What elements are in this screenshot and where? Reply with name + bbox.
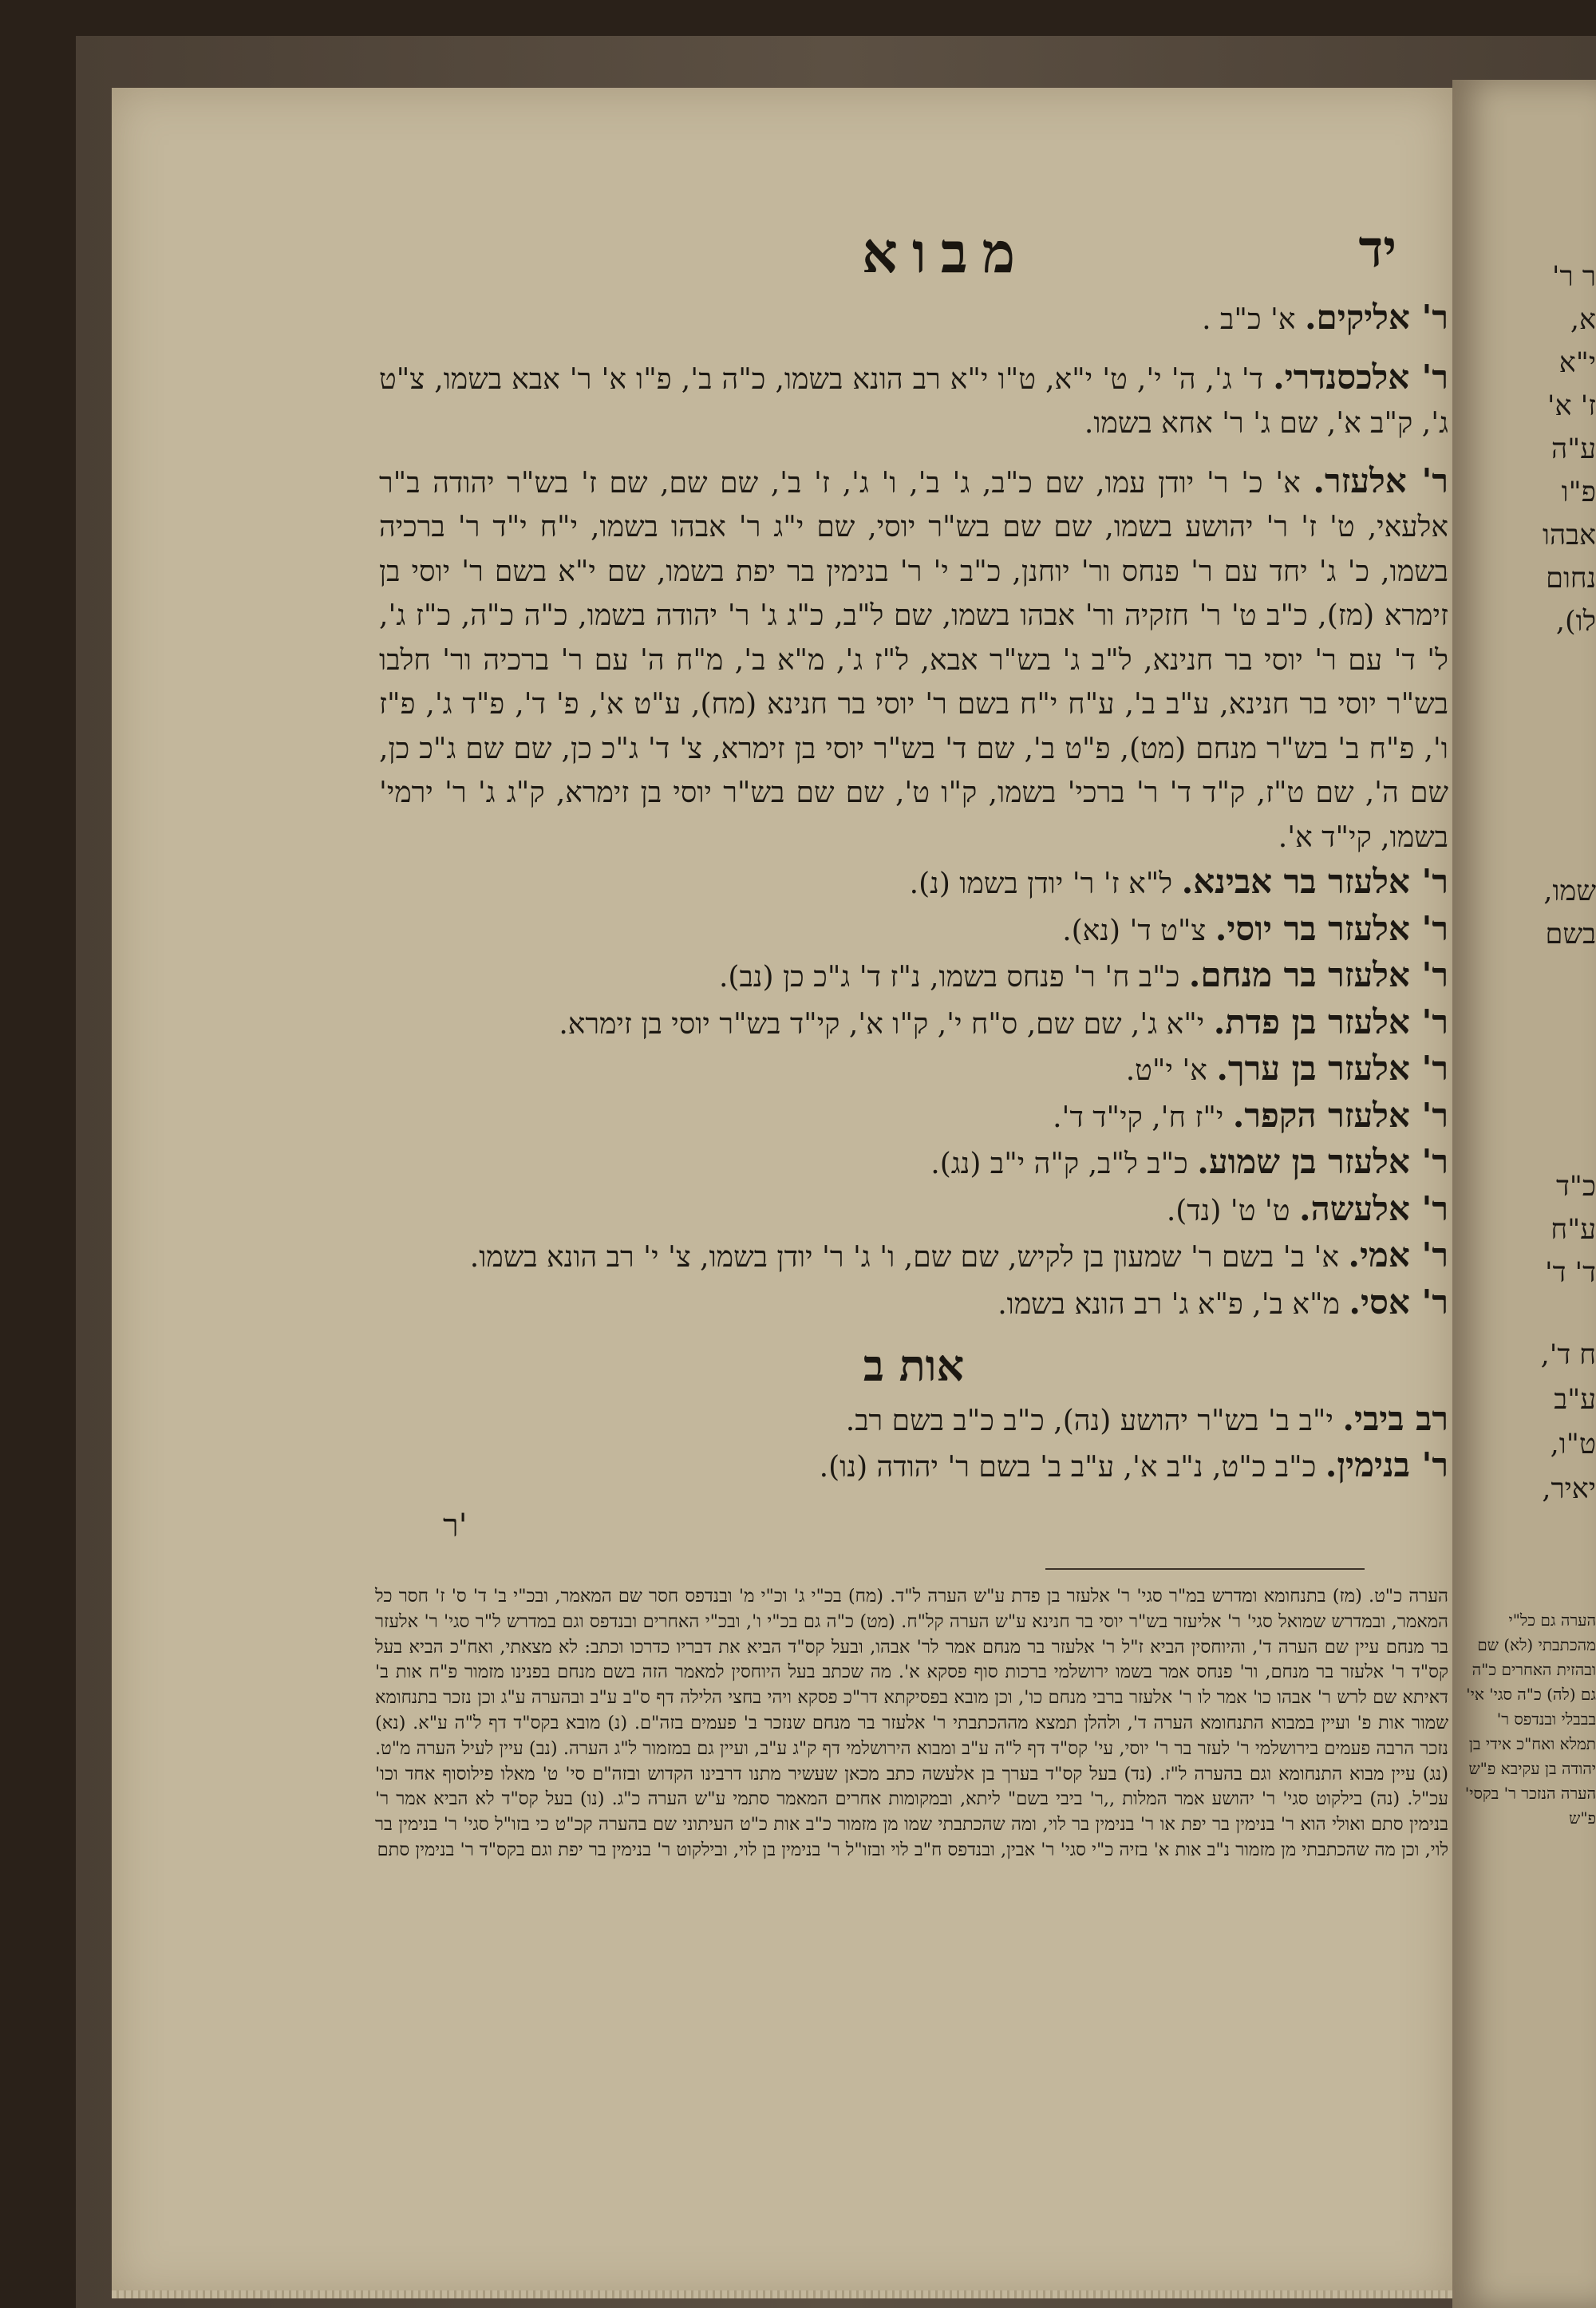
adjacent-page-text-mid xyxy=(1456,870,1596,956)
adjacent-page-line: ז' א' xyxy=(1547,390,1596,422)
adjacent-page-text-lower xyxy=(1456,1333,1596,1512)
entry xyxy=(379,355,1448,446)
entry-name: ר' אלעזר בר מנחם. xyxy=(1188,955,1448,994)
entry xyxy=(379,953,1448,1000)
entry-name: ר' אסי. xyxy=(1349,1282,1448,1322)
entry-references: א' כ' ר' יודן עמו, שם כ"ב, ג' ב', ו' ג', ז' ב', שם שם, שם ז' בש"ר יהודה ב"ר אלעאי, ט' ז' ר' יהושע בשמו, שם שם בש"ר יוסי, שם י"ג ר' אבהו בשמו, י"ח י"ד ר' ברכיה בשמו, כ' ג' יחד עם ר' פנחס ור' יוחנן, כ"ב י' ר' בנימין בר יפת בשמו, שם י"א בשם ר' יוסי בן זימרא (מז), כ"ב ט' ר' חזקיה ור' אבהו בשמו, שם ל"ב, כ"ג ג' ר' יהודה בשמו, כ"ה כ"ה, כ"ז ג', ל' ד' עם ר' יוסי בר חנינא, ל"ב ג' בש"ר אבא, ל"ז ג', מ"א ב', מ"ח ה' עם ר' ברכיה ור' חלבו בש"ר יוסי בר חנינא, ע"ב ב', ע"ח י"ח בשם ר' יוסי בר חנינא (מח), ע"ט א', פ' ד', פ"ד ג', פ"ז ו', פ"ח ב' בש"ר מנחם (מט), פ"ט ב', שם ד' בש"ר יוסי בן זימרא, צ' ד' ג"כ כן, שם שם ג"כ כן, שם ה', שם ט"ז, ק"ד ד' ר' ברכי' בשמו, ק"ו ט', שם שם בש"ר יוסי בן זימרא, ק"ג ג' ר' ירמי' בשמו, קי"ד א'. xyxy=(379,466,1448,854)
entry-name: ר' אלעזר בן ערך. xyxy=(1216,1049,1448,1088)
entry-references: כ"ב ל"ב, ק"ה י"ב (נג). xyxy=(930,1148,1198,1180)
adjacent-page-text-mid2 xyxy=(1456,1165,1596,1294)
entry-name: ר' אלעזר. xyxy=(1313,460,1448,500)
entry xyxy=(379,1280,1448,1327)
entry-references: י"א ג', שם שם, ס"ח י', ק"ו א', קי"ד בש"ר יוסי בן זימרא. xyxy=(559,1007,1214,1041)
adjacent-page-line: א, xyxy=(1570,304,1596,336)
adjacent-page-line: אבהו xyxy=(1543,520,1596,551)
entry-references: כ"ב ח' ר' פנחס בשמו, נ"ז ד' ג"כ כן (נב). xyxy=(718,961,1189,994)
entry xyxy=(379,1233,1448,1280)
entry-name: ר' אליקים. xyxy=(1304,298,1448,337)
adjacent-page-text-top xyxy=(1456,255,1596,643)
footnote-rule xyxy=(1045,1568,1365,1570)
entry xyxy=(379,1397,1448,1444)
entry-name: ר' אלעזר הקפר. xyxy=(1232,1095,1448,1135)
entry-references: א' י"ט. xyxy=(1125,1054,1217,1087)
entry-list xyxy=(379,295,1448,1326)
entry-name: ר' אלכסנדרי. xyxy=(1273,357,1448,397)
adjacent-page-line: ע"ב xyxy=(1554,1384,1596,1416)
entry-references: מ"א ב', פ"א ג' רב הונא בשמו. xyxy=(998,1287,1349,1321)
adjacent-page-line: ר ר' xyxy=(1551,261,1596,293)
adjacent-page-line: בשם xyxy=(1545,919,1596,950)
adjacent-page-line: שמו, xyxy=(1543,875,1596,907)
entry-name: ר' אלעזר בר אבינא. xyxy=(1181,862,1448,901)
adjacent-page-line: ע"ה xyxy=(1551,433,1596,465)
adjacent-page-line: ע"ח xyxy=(1551,1214,1596,1246)
entry-references: א' כ"ב . xyxy=(1202,303,1305,336)
entry-references: א' ב' בשם ר' שמעון בן לקיש, שם שם, ו' ג' ר' יודן בשמו, צ' י' רב הונא בשמו. xyxy=(469,1241,1349,1274)
adjacent-page-footnotes: הערה גם כל"י מהכתבתי (לא) שם ובהזית האחרים כ"ה גם (לה) כ"ה סגי' אי' בבבלי ובנדפס ר' תמלא ואח"כ אידי בן יהודה בן עקיבא פ"ש הערה הנזכר ר' בקסי' פ"ש xyxy=(1464,1610,1596,1828)
entry-list-b xyxy=(379,1397,1448,1490)
entry-references: י"ז ח', קי"ד ד'. xyxy=(1053,1101,1233,1134)
page-deckle-edge xyxy=(112,2290,1452,2298)
main-text xyxy=(379,295,1448,1548)
entry xyxy=(379,1046,1448,1093)
entry xyxy=(379,1187,1448,1234)
entry xyxy=(379,1443,1448,1490)
entry-references: ד' ג', ה' י', ט' י"א, ט"ו י"א רב הונא בשמו, כ"ה ב', פ"ו א' ר' אבא בשמו, צ"ט ג', ק"ב א', שם ג' ר' אחא בשמו. xyxy=(379,362,1448,440)
entry-name: ר' אלעשה. xyxy=(1298,1188,1448,1228)
entry xyxy=(379,860,1448,907)
entry xyxy=(379,295,1448,342)
entry-name: ר' אלעזר בן פדת. xyxy=(1213,1002,1448,1041)
entry xyxy=(379,1140,1448,1187)
entry-references: כ"ב כ"ט, נ"ב א', ע"ב ב' בשם ר' יהודה (נו). xyxy=(819,1451,1325,1484)
entry-name: ר' אמי. xyxy=(1348,1235,1448,1275)
adjacent-page-line: י"א xyxy=(1558,347,1596,379)
entry xyxy=(379,1093,1448,1140)
entry-references: צ"ט ד' (נא). xyxy=(1062,914,1215,947)
entry-name: ר' אלעזר בן שמוע. xyxy=(1197,1142,1448,1181)
entry-references: ט' ט' (נד). xyxy=(1166,1194,1299,1227)
entry-name: רב ביבי. xyxy=(1342,1398,1448,1438)
entry xyxy=(379,907,1448,954)
entry-references: ל"א ז' ר' יודן בשמו (נ). xyxy=(909,867,1182,900)
page-header xyxy=(391,219,1428,307)
entry-name: ר' אלעזר בר יוסי. xyxy=(1215,908,1448,948)
adjacent-page-line: נחום xyxy=(1546,563,1596,595)
footnotes: הערה כ"ט. (מז) בתנחומא ומדרש במ"ר סגי' ר' אלעזר בן פדת ע"ש הערה ל"ד. (מח) בכ"י ג' וכ"י מ' ובנדפס חסר שם המאמר, ובכ"י ב' ד' ס' ז' חסר כל המאמר, ובמדרש שמואל סגי' ר' אליעזר בש"ר יוסי בר חנינא ע"ש הערה קל"ח. (מט) כ"ה גם בכ"י ו', ובכ"י האחרים ובנדפס וגם במדרש ל"ר סגי' ר' אלעזר בר מנחם עיין שם הערה ד', והיוחסין הביא ז"ל ר' אלעזר בר מנחם אמר לר' אבהו, ובעל קס"ד הביא את דבריו כדרכו וכתב: לא מצאתי, ואח"כ הביא בעל קס"ד ר' אלעזר בר מנחם, ור' פנחס אמר בשמו ירושלמי ברכות סוף פסקא א'. מה שכתב בעל היוחסין למאמר הזה בשם מנחם בפנינו מזמור פ"ח אות ב' דאיתא שם לרש ר' אבהו כו' אמר לו ר' אלעזר ברבי מנחם כו', וכן מובא בפסיקתא דר"כ פסקא ויהי בחצי הלילה דף ס"ב ע"ב ובהערה ע"ג וכן נזכר בתנחומא שמור אות פ' ועיין במבוא התנחומא הערה ד', ולהלן תמצא מההכתבתי ר' אלעזר בר מנחם שנזכר ב' פעמים בזה"ם. (נ) מובא בקס"ד דף ל"ה ע"א. (נא) נזכר הרבה פעמים בירושלמי ר' לעזר בר ר' יוסי, עי' קס"ד דף ל"ה ע"ב ומבוא הירושלמי דף ק"ג ע"ב, ועיין גם במזמור ל"ג הערה. (נב) עיין לעיל הערה מ"ט. (נג) עיין מבוא התנחומא וגם בהערה ל"ז. (נד) בעל קס"ד בערך בן אלעשה כתב מכאן שעשיר מתנו דרבינו הקדוש ובזה"ם סי' ט' מאלו פילוסוף אחד וכו' עכ"ל. (נה) בילקוט סגי' ר' יהושע אמר המלות ,,ר' ביבי בשם" ליתא, ובמקומות אחרים המאמר סתמי ע"ש הערה כ"ג. (נו) בעל קס"ד לא הביא אמר ר' בנימין סתם ואולי הוא ר' בנימין בר יפת או ר' בנימין בר לוי, ומה שהכתבתי שמו מן מזמור כ"ב אות כ"ט העיתוני שם בהערה קכ"ט כי בזו"ל סגי' ר' בנימין בר לוי, וכן מה שהכתבתי מן מזמור נ"ב אות א' בזיה כ"י סגי' ר' אבין, ובנדפס ח"ב לוי ובזו"ל ר' בנימין בן לוי, ובילקוט ר' בנימין בר יפת וגם בקס"ד ר' בנימין סתם xyxy=(375,1586,1448,1860)
entry-name: ר' בנימין. xyxy=(1325,1445,1448,1484)
adjacent-page-line: פ"ו xyxy=(1561,476,1596,508)
entry-references: י"ב ב' בש"ר יהושע (נה), כ"ב כ"ב בשם רב. xyxy=(845,1404,1343,1437)
adjacent-page-line: ד' ד' xyxy=(1544,1257,1596,1289)
catchword: ר' xyxy=(443,1507,468,1544)
adjacent-page-line: ט"ו, xyxy=(1550,1429,1596,1460)
section-heading: אות ב xyxy=(863,1340,965,1391)
entry xyxy=(379,459,1448,860)
entry xyxy=(379,1000,1448,1047)
adjacent-page-line: ח ד', xyxy=(1540,1339,1596,1371)
adjacent-page-line: לו), xyxy=(1555,606,1596,638)
adjacent-page-line: כ"ד xyxy=(1555,1171,1596,1203)
adjacent-page-line: יאיר, xyxy=(1542,1473,1596,1505)
page-number: יד xyxy=(1358,219,1396,279)
adjacent-page-edge xyxy=(1452,80,1596,2308)
page-title: מבוא xyxy=(862,219,1030,286)
